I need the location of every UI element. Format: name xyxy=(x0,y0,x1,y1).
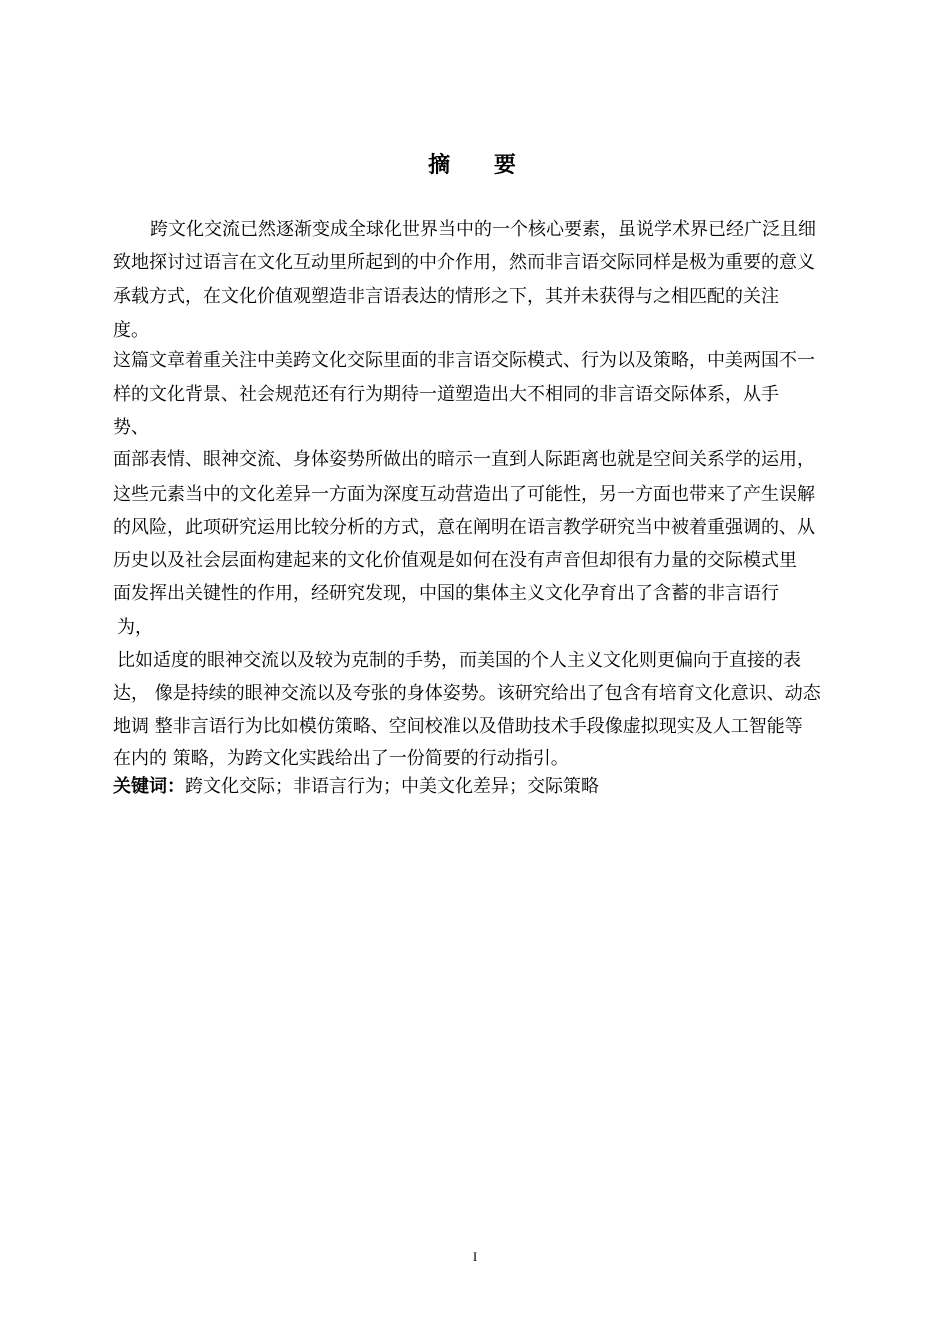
keywords-label: 关键词： xyxy=(113,776,185,797)
abstract-line: 跨文化交流已然逐渐变成全球化世界当中的一个核心要素，虽说学术界已经广泛且细 xyxy=(150,219,816,240)
abstract-line: 地调 整非言语行为比如模仿策略、空间校准以及借助技术手段像虚拟现实及人工智能等 xyxy=(113,716,803,737)
abstract-line: 承载方式，在文化价值观塑造非言语表达的情形之下，其并未获得与之相匹配的关注 xyxy=(113,286,779,307)
page-title: 摘 要 xyxy=(428,153,534,178)
abstract-line: 势、 xyxy=(113,417,149,438)
abstract-line: 面发挥出关键性的作用，经研究发现，中国的集体主义文化孕育出了含蓄的非言语行 xyxy=(113,583,779,604)
page-number: I xyxy=(472,1249,478,1264)
abstract-line: 的风险，此项研究运用比较分析的方式，意在阐明在语言教学研究当中被着重强调的、从 xyxy=(113,517,815,538)
abstract-line: 在内的 策略，为跨文化实践给出了一份简要的行动指引。 xyxy=(113,748,569,769)
abstract-line: 为， xyxy=(117,617,153,638)
abstract-line: 比如适度的眼神交流以及较为克制的手势，而美国的个人主义文化则更偏向于直接的表 xyxy=(117,650,801,671)
abstract-line: 度。 xyxy=(113,320,149,341)
abstract-line: 这篇文章着重关注中美跨文化交际里面的非言语交际模式、行为以及策略，中美两国不一 xyxy=(113,350,815,371)
abstract-line: 样的文化背景、社会规范还有行为期待一道塑造出大不相同的非言语交际体系，从手 xyxy=(113,384,779,405)
abstract-line: 致地探讨过语言在文化互动里所起到的中介作用，然而非言语交际同样是极为重要的意义 xyxy=(113,252,815,273)
abstract-line: 达， 像是持续的眼神交流以及夸张的身体姿势。该研究给出了包含有培育文化意识、动态 xyxy=(113,683,821,704)
abstract-line: 这些元素当中的文化差异一方面为深度互动营造出了可能性，另一方面也带来了产生误解 xyxy=(113,484,815,505)
keywords-line xyxy=(113,776,599,798)
keywords-text: 跨文化交际；非语言行为；中美文化差异；交际策略 xyxy=(185,776,599,797)
abstract-line: 历史以及社会层面构建起来的文化价值观是如何在没有声音但却很有力量的交际模式里 xyxy=(113,550,797,571)
abstract-line: 面部表情、眼神交流、身体姿势所做出的暗示一直到人际距离也就是空间关系学的运用， xyxy=(113,449,815,470)
